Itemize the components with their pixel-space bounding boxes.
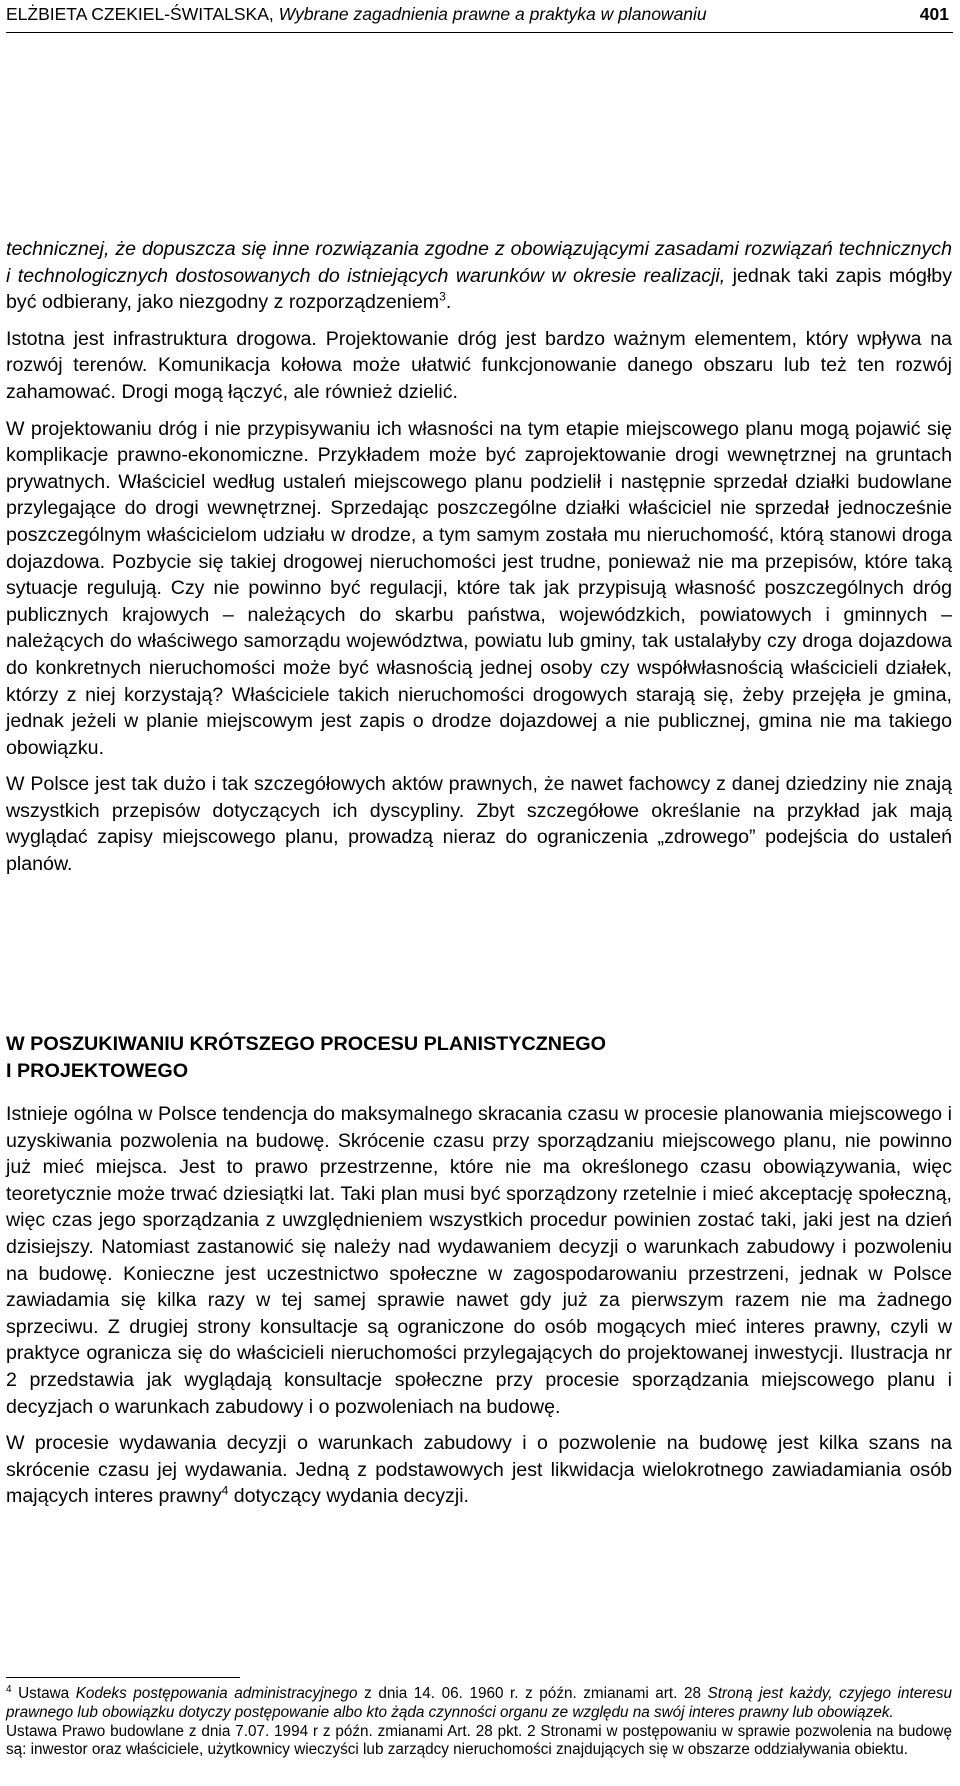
section-heading [6, 1031, 606, 1085]
paragraph-text: jednak taki zapis mógłby być odbierany, jako niezgodny z rozporządzeniem [6, 264, 952, 314]
section-heading-line: I PROJEKTOWEGO [6, 1060, 189, 1082]
section-heading-line: W POSZUKIWANIU KRÓTSZEGO PROCESU PLANISTYCZNEGO [6, 1033, 607, 1055]
section-2-body [6, 1101, 952, 1510]
paragraph [6, 1430, 952, 1510]
paragraph: Istotna jest infrastruktura drogowa. Projektowanie dróg jest bardzo ważnym elementem, który wpływa na rozwój terenów. Komunikacja kołowa może ułatwić funkcjonowanie danego obszaru lub też ten rozwój zahamować. Drogi mogą łączyć, ale również dzielić. [6, 327, 952, 403]
paragraph-text: dotyczący wydania decyzji. [228, 1485, 469, 1508]
footnote [6, 1685, 952, 1760]
paragraph [6, 236, 952, 316]
footnote-ref: 4 [221, 1483, 229, 1498]
paragraph: W Polsce jest tak dużo i tak szczegółowych aktów prawnych, że nawet fachowcy z danej dziedziny nie znają wszystkich przepisów dotyczących ich dyscypliny. Zbyt szczegółowe określanie na przykład jak mają wyglądać zapisy miejscowego planu, prowadzą nieraz do ograniczenia „zdrowego” podejścia do ustaleń planów. [6, 773, 952, 876]
page-number: 401 [919, 4, 949, 24]
paragraph: Istnieje ogólna w Polsce tendencja do maksymalnego skracania czasu w procesie planowania miejscowego i uzyskiwania pozwolenia na budowę. Skrócenie czasu przy sporządzaniu miejscowego planu, nie powinno już mieć miejsca. Jest to prawo przestrzenne, które nie ma określonego czasu obowiązywania, więc teoretycznie może trwać dziesiątki lat. Taki plan musi być sporządzony rzetelnie i mieć akceptację społeczną, więc czas jego sporządzania z uwzględnieniem wszystkich procedur powinien zostać taki, jaki jest na dzień dzisiejszy. Natomiast zastanowić się należy nad wydawaniem decyzji o warunkach zabudowy i pozwoleniu na budowę. Konieczne jest uczestnictwo społeczne w zagospodarowaniu przestrzeni, jednak w Polsce zawiadamia się kilka razy w tej samej sprawie nawet gdy już za pierwszym razem nie ma żadnego sprzeciwu. Z drugiej strony konsultacje są ograniczone do osób mogących mieć interes prawny, czyli w praktyce ogranicza się do właścicieli nieruchomości przylegających do projektowanej inwestycji. Ilustracja nr 2 przedstawia jak wyglądają konsultacje społeczne przy procesie sporządzania miejscowego planu i decyzjach o warunkach zabudowy i o pozwoleniach na budowę. [6, 1103, 952, 1418]
author-name: ELŻBIETA CZEKIEL-ŚWITALSKA, [6, 4, 274, 24]
paragraph: W projektowaniu dróg i nie przypisywaniu ich własności na tym etapie miejscowego planu mogą pojawić się komplikacje prawno-ekonomiczne. Przykładem może być zaprojektowanie drogi wewnętrznej na gruntach prywatnych. Właściciel według ustaleń miejscowego planu podzielił i następnie sprzedał działki budowlane przylegające do drogi wewnętrznej. Sprzedając poszczególne działki właściciel nie sprzedał jednocześnie poszczególnym właścicielom udziału w drodze, a tym samym została mu nieruchomość, którą stanowi droga dojazdowa. Pozbycie się takiej drogowej nieruchomości jest trudne, ponieważ nie ma przepisów, które taką sytuacje regulują. Czy nie powinno być regulacji, które tak jak przypisują własność poszczególnych dróg publicznych krajowych – należących do skarbu państwa, wojewódzkich, powiatowych i gminnych – należących do właściwego samorządu województwa, powiatu lub gminy, tak ustalałyby czy droga dojazdowa do konkretnych nieruchomości może być własnością jednej osoby czy współwłasnością właścicieli działek, którzy z niej korzystają? Właściciele takich nieruchomości drogowych starają się, żeby przejęła je gmina, jednak jeżeli w planie miejscowym jest zapis o drodze dojazdowej a nie publicznej, gmina nie ma takiego obowiązku. [6, 417, 952, 759]
paragraph-text: W procesie wydawania decyzji o warunkach zabudowy i o pozwolenie na budowę jest kilka szans na skrócenie czasu jej wydawania. Jedną z podstawowych jest likwidacja wielokrotnego zawiadamiania osób mających interes prawny [6, 1432, 952, 1508]
paragraph-lead: technicznej, że dopuszcza się inne rozwiązania zgodne z obowiązującymi zasadami rozwiązań technicznych i technologicznych dostosowanych do istniejących warunków w okresie realizacji, [6, 238, 952, 287]
footnote-part: Stroną jest każdy, czyjego interesu prawnego lub obowiązku dotyczy postępowanie albo kto żąda czynności organu ze względu na swój interes prawny lub obowiązek. [6, 1685, 953, 1721]
running-header-author [6, 2, 707, 26]
footnote-part: z dnia 14. 06. 1960 r. z późn. zmianami art. 28 [357, 1685, 708, 1702]
section-1-body [6, 236, 952, 878]
paragraph-end: . [445, 291, 452, 314]
footnote-text: Ustawa Prawo budowlane z dnia 7.07. 1994 r z późn. zmianami Art. 28 pkt. 2 Stronami w postępowaniu w sprawie pozwolenia na budowę są: inwestor oraz właściciele, użytkownicy wieczyści lub zarządcy nieruchomości znajdujących się w obszarze oddziaływania obiektu. [6, 1722, 952, 1759]
footnote-marker: 4 [6, 1683, 12, 1695]
footnote-part: Kodeks postępowania administracyjnego [75, 1685, 358, 1702]
running-header [6, 2, 953, 33]
article-title: Wybrane zagadnienia prawne a praktyka w planowaniu [273, 4, 707, 24]
footnote-text [6, 1685, 952, 1723]
footnote-separator [6, 1677, 240, 1678]
footnote-part: Ustawa [11, 1685, 76, 1702]
footnote-ref: 3 [439, 289, 446, 304]
